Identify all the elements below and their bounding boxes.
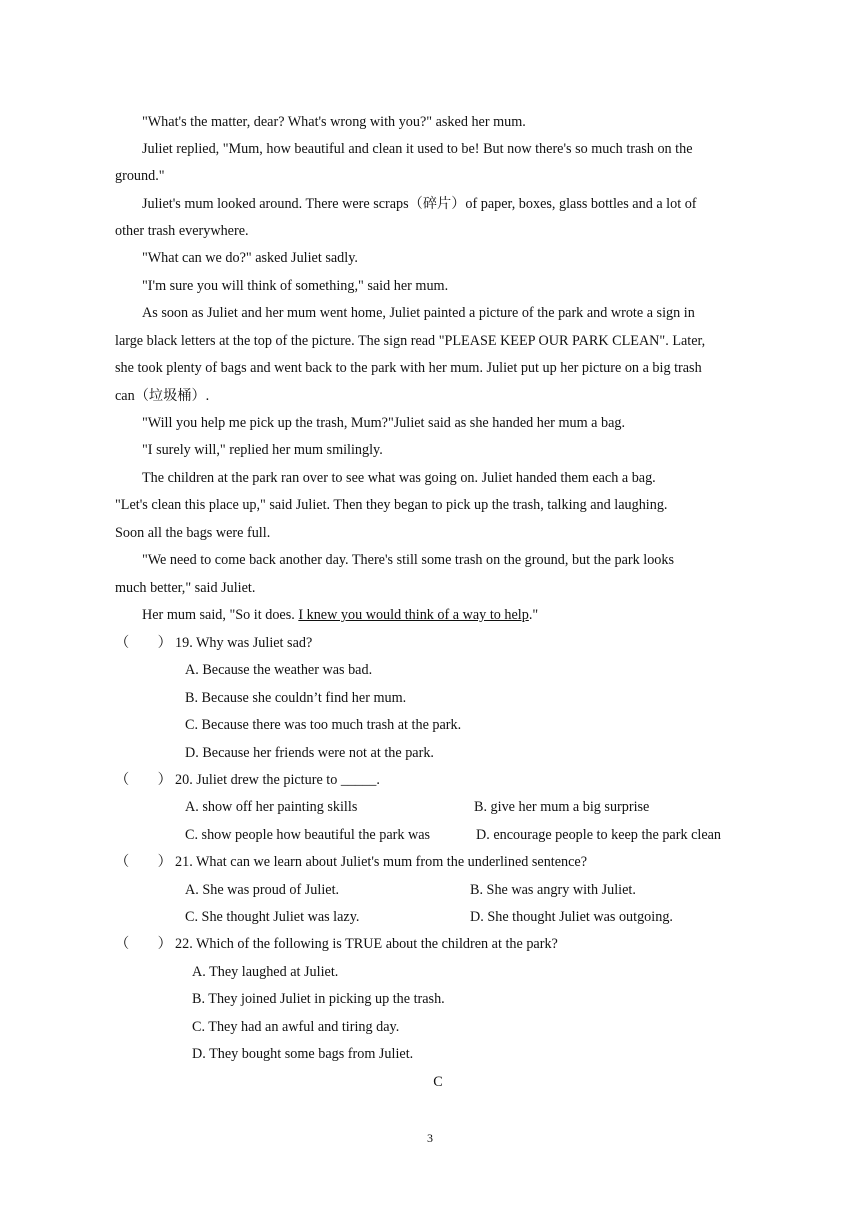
option-b: B. give her mum a big surprise bbox=[474, 799, 650, 815]
option-b: B. Because she couldn’t find her mum. bbox=[185, 690, 407, 706]
passage-line: much better," said Juliet. bbox=[115, 580, 256, 596]
option-a: A. They laughed at Juliet. bbox=[192, 964, 339, 980]
option-a: A. She was proud of Juliet. bbox=[185, 882, 340, 898]
option-a: A. show off her painting skills bbox=[185, 799, 358, 815]
option-c: C. show people how beautiful the park was bbox=[185, 827, 431, 843]
passage-line bbox=[142, 605, 538, 625]
page-number: 3 bbox=[427, 1131, 433, 1145]
passage-line: "What's the matter, dear? What's wrong with you?" asked her mum. bbox=[142, 114, 526, 130]
passage-line: Soon all the bags were full. bbox=[115, 525, 271, 541]
section-label: C bbox=[433, 1074, 443, 1090]
passage-line: she took plenty of bags and went back to the park with her mum. Juliet put up her picture on a big trash bbox=[115, 360, 702, 376]
option-d: D. She thought Juliet was outgoing. bbox=[470, 909, 673, 925]
answer-bracket[interactable]: （ ） bbox=[115, 936, 172, 952]
option-d: D. Because her friends were not at the park. bbox=[185, 745, 434, 761]
question-text: 21. What can we learn about Juliet's mum from the underlined sentence? bbox=[175, 854, 588, 870]
passage-line: "I'm sure you will think of something," said her mum. bbox=[142, 278, 449, 294]
option-d: D. They bought some bags from Juliet. bbox=[192, 1046, 414, 1062]
passage-line: As soon as Juliet and her mum went home, Juliet painted a picture of the park and wrote a sign in bbox=[142, 305, 695, 321]
question-text: 22. Which of the following is TRUE about the children at the park? bbox=[175, 936, 558, 952]
passage-line: large black letters at the top of the picture. The sign read "PLEASE KEEP OUR PARK CLEAN". Later, bbox=[115, 333, 706, 349]
passage-text: ." bbox=[528, 607, 539, 623]
option-d: D. encourage people to keep the park clean bbox=[476, 827, 722, 843]
passage-line: ground." bbox=[115, 168, 165, 184]
passage-line: Juliet's mum looked around. There were scraps（碎片）of paper, boxes, glass bottles and a lot of bbox=[142, 196, 697, 212]
option-c: C. They had an awful and tiring day. bbox=[192, 1019, 400, 1035]
option-b: B. They joined Juliet in picking up the trash. bbox=[192, 991, 445, 1007]
answer-bracket[interactable]: （ ） bbox=[115, 854, 172, 870]
option-c: C. Because there was too much trash at the park. bbox=[185, 717, 462, 733]
option-b: B. She was angry with Juliet. bbox=[470, 882, 636, 898]
underlined-sentence: I knew you would think of a way to help bbox=[298, 607, 529, 623]
option-c: C. She thought Juliet was lazy. bbox=[185, 909, 360, 925]
passage-line: Juliet replied, "Mum, how beautiful and clean it used to be! But now there's so much trash on the bbox=[142, 141, 693, 157]
passage-line: other trash everywhere. bbox=[115, 223, 249, 239]
passage-line: "We need to come back another day. There's still some trash on the ground, but the park looks bbox=[142, 552, 675, 568]
option-a: A. Because the weather was bad. bbox=[185, 662, 373, 678]
passage-line: "What can we do?" asked Juliet sadly. bbox=[142, 250, 358, 266]
passage-line: can（垃圾桶）. bbox=[115, 388, 210, 404]
answer-bracket[interactable]: （ ） bbox=[115, 772, 172, 788]
answer-bracket[interactable]: （ ） bbox=[115, 635, 172, 651]
question-text: 20. Juliet drew the picture to _____. bbox=[175, 772, 380, 788]
passage-line: "I surely will," replied her mum smilingly. bbox=[142, 442, 383, 458]
question-text: 19. Why was Juliet sad? bbox=[175, 635, 313, 651]
passage-line: "Will you help me pick up the trash, Mum?"Juliet said as she handed her mum a bag. bbox=[142, 415, 626, 431]
passage-line: "Let's clean this place up," said Juliet. Then they began to pick up the trash, talking and laughing. bbox=[115, 497, 668, 513]
passage-line: The children at the park ran over to see what was going on. Juliet handed them each a bag. bbox=[142, 470, 656, 486]
passage-text: Her mum said, "So it does. bbox=[142, 607, 299, 623]
